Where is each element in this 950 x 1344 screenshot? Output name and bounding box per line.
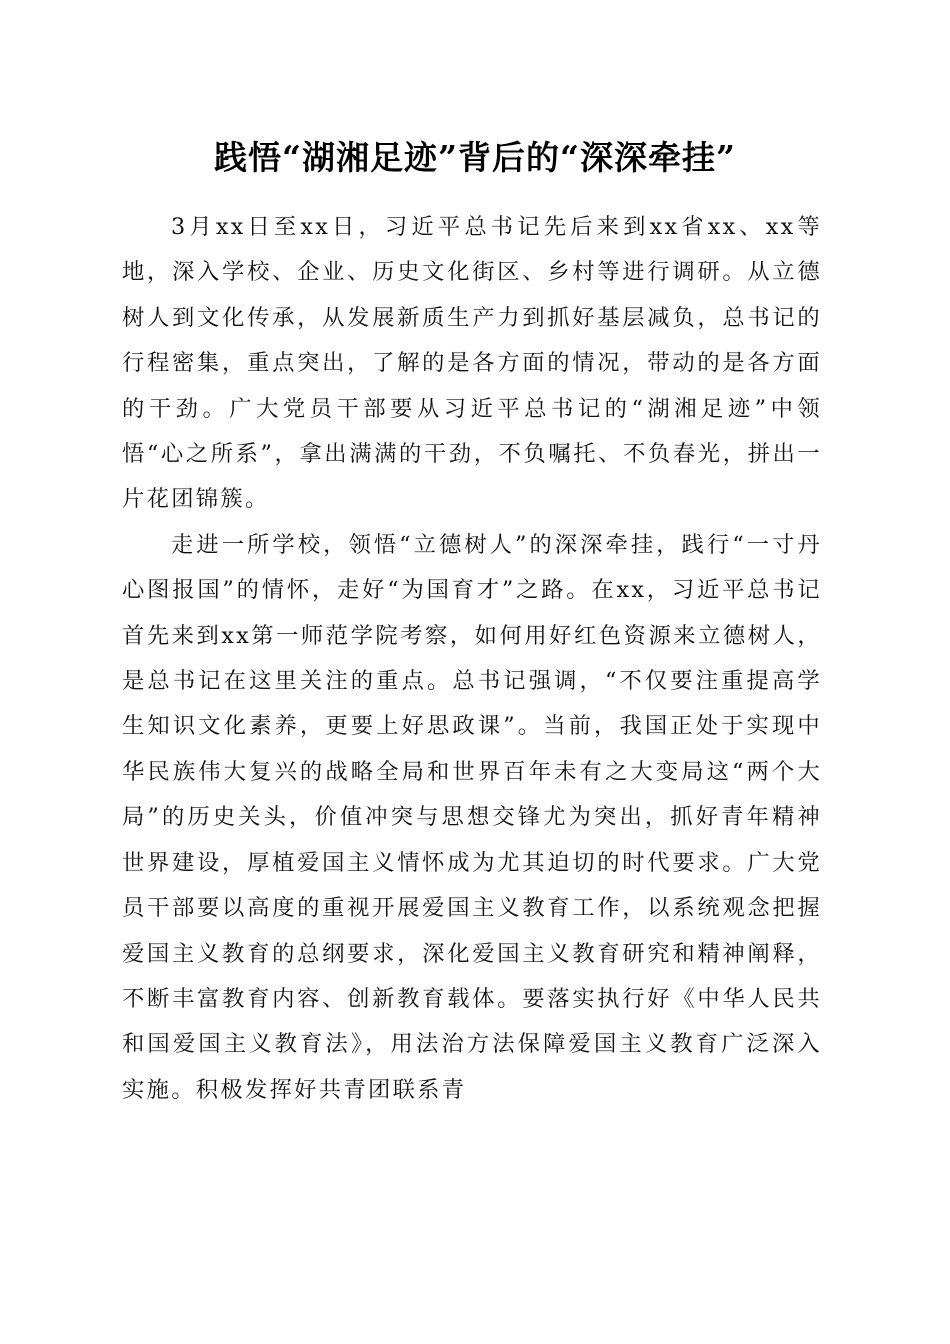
paragraph-2: 走进一所学校，领悟“立德树人”的深深牵挂，践行“一寸丹心图报国”的情怀，走好“为国育才”之路。在xx，习近平总书记首先来到xx第一师范学院考察，如何用好红色资源来立德树人，是总书记在这里关注的重点。总书记强调，“不仅要注重提高学生知识文化素养，更要上好思政课”。当前，我国正处于实现中华民族伟大复兴的战略全局和世界百年未有之大变局这“两个大局”的历史关头，价值冲突与思想交锋尤为突出，抓好青年精神世界建设，厚植爱国主义情怀成为尤其迫切的时代要求。广大党员干部要以高度的重视开展爱国主义教育工作，以系统观念把握爱国主义教育的总纲要求，深化爱国主义教育研究和精神阐释，不断丰富教育内容、创新教育载体。要落实执行好《中华人民共和国爱国主义教育法》，用法治方法保障爱国主义教育广泛深入实施。积极发挥好共青团联系青 bbox=[122, 531, 822, 1103]
document-body bbox=[122, 205, 822, 1113]
paragraph-1: 3月xx日至xx日，习近平总书记先后来到xx省xx、xx等地，深入学校、企业、历史文化街区、乡村等进行调研。从立德树人到文化传承，从发展新质生产力到抓好基层减负，总书记的行程密集，重点突出，了解的是各方面的情况，带动的是各方面的干劲。广大党员干部要从习近平总书记的“湖湘足迹”中领悟“心之所系”，拿出满满的干劲，不负嘱托、不负春光，拼出一片花团锦簇。 bbox=[122, 214, 822, 513]
document-title: 践悟“湖湘足迹”背后的“深深牵挂” bbox=[214, 138, 736, 177]
